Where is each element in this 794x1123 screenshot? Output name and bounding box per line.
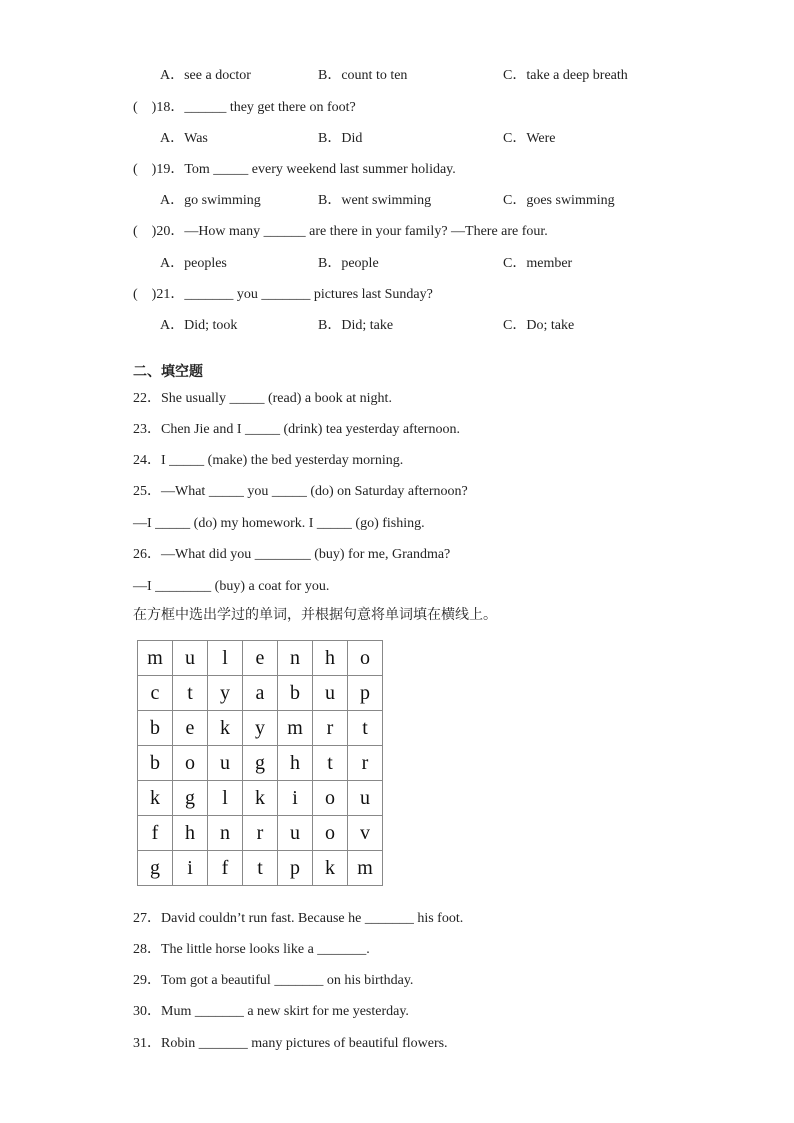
grid-cell: t xyxy=(348,711,383,746)
grid-cell: r xyxy=(243,816,278,851)
grid-cell: g xyxy=(243,746,278,781)
grid-row xyxy=(138,641,383,676)
fill-item-28: 28．The little horse looks like a _______. xyxy=(133,942,370,957)
grid-cell: f xyxy=(208,851,243,886)
grid-cell: k xyxy=(243,781,278,816)
grid-row xyxy=(138,851,383,886)
q18-option-b: B．Did xyxy=(318,131,363,146)
q18-option-c: C．Were xyxy=(503,131,556,146)
q19-option-a: A．go swimming xyxy=(160,193,261,208)
fill-item-31: 31．Robin _______ many pictures of beautiful flowers. xyxy=(133,1036,448,1051)
grid-cell: b xyxy=(138,746,173,781)
word-search-grid xyxy=(137,640,383,886)
fill-item-29: 29．Tom got a beautiful _______ on his birthday. xyxy=(133,973,414,988)
grid-cell: y xyxy=(243,711,278,746)
q18-option-a: A．Was xyxy=(160,131,208,146)
grid-cell: u xyxy=(208,746,243,781)
q20-option-b: B．people xyxy=(318,256,379,271)
grid-cell: u xyxy=(173,641,208,676)
grid-cell: c xyxy=(138,676,173,711)
grid-cell: f xyxy=(138,816,173,851)
grid-cell: t xyxy=(243,851,278,886)
grid-cell: m xyxy=(138,641,173,676)
q17-option-b: B．count to ten xyxy=(318,68,408,83)
section-heading: 二、填空题 xyxy=(133,364,203,380)
grid-cell: l xyxy=(208,781,243,816)
grid-cell: t xyxy=(313,746,348,781)
q20-stem: ( )20．—How many ______ are there in your family? —There are four. xyxy=(133,224,548,239)
grid-cell: p xyxy=(278,851,313,886)
grid-cell: u xyxy=(313,676,348,711)
grid-cell: h xyxy=(278,746,313,781)
q21-option-b: B．Did; take xyxy=(318,318,394,333)
q18-stem: ( )18．______ they get there on foot? xyxy=(133,100,356,115)
grid-row xyxy=(138,746,383,781)
q20-option-a: A．peoples xyxy=(160,256,227,271)
grid-cell: v xyxy=(348,816,383,851)
grid-cell: o xyxy=(313,816,348,851)
fill-item-27: 27．David couldn’t run fast. Because he _______ his foot. xyxy=(133,911,464,926)
grid-cell: i xyxy=(173,851,208,886)
grid-cell: g xyxy=(173,781,208,816)
grid-cell: o xyxy=(173,746,208,781)
grid-cell: m xyxy=(278,711,313,746)
q21-stem: ( )21．_______ you _______ pictures last Sunday? xyxy=(133,287,433,302)
grid-cell: k xyxy=(208,711,243,746)
q21-option-a: A．Did; took xyxy=(160,318,238,333)
grid-cell: u xyxy=(348,781,383,816)
q17-option-c: C．take a deep breath xyxy=(503,68,628,83)
grid-cell: e xyxy=(173,711,208,746)
grid-cell: m xyxy=(348,851,383,886)
grid-cell: o xyxy=(313,781,348,816)
grid-row xyxy=(138,711,383,746)
fill-item-25-answer: —I _____ (do) my homework. I _____ (go) fishing. xyxy=(133,516,425,531)
grid-cell: b xyxy=(278,676,313,711)
grid-cell: h xyxy=(313,641,348,676)
q20-option-c: C．member xyxy=(503,256,573,271)
grid-cell: n xyxy=(278,641,313,676)
grid-cell: e xyxy=(243,641,278,676)
grid-cell: b xyxy=(138,711,173,746)
fill-item-25: 25．—What _____ you _____ (do) on Saturday afternoon? xyxy=(133,484,468,499)
grid-cell: a xyxy=(243,676,278,711)
grid-cell: r xyxy=(348,746,383,781)
fill-item-22: 22．She usually _____ (read) a book at night. xyxy=(133,391,392,406)
fill-item-26-answer: —I ________ (buy) a coat for you. xyxy=(133,579,330,594)
grid-cell: g xyxy=(138,851,173,886)
q19-option-b: B．went swimming xyxy=(318,193,432,208)
grid-row xyxy=(138,816,383,851)
grid-row xyxy=(138,781,383,816)
grid-cell: k xyxy=(313,851,348,886)
q19-stem: ( )19．Tom _____ every weekend last summer holiday. xyxy=(133,162,456,177)
word-search-instruction: 在方框中选出学过的单词，并根据句意将单词填在横线上。 xyxy=(133,607,497,623)
grid-cell: h xyxy=(173,816,208,851)
grid-cell: l xyxy=(208,641,243,676)
grid-cell: y xyxy=(208,676,243,711)
fill-item-30: 30．Mum _______ a new skirt for me yesterday. xyxy=(133,1004,409,1019)
grid-cell: t xyxy=(173,676,208,711)
fill-item-23: 23．Chen Jie and I _____ (drink) tea yesterday afternoon. xyxy=(133,422,460,437)
grid-cell: k xyxy=(138,781,173,816)
grid-cell: o xyxy=(348,641,383,676)
q17-option-a: A．see a doctor xyxy=(160,68,251,83)
q21-option-c: C．Do; take xyxy=(503,318,575,333)
fill-item-24: 24．I _____ (make) the bed yesterday morning. xyxy=(133,453,404,468)
grid-cell: u xyxy=(278,816,313,851)
q19-option-c: C．goes swimming xyxy=(503,193,615,208)
grid-cell: n xyxy=(208,816,243,851)
grid-cell: p xyxy=(348,676,383,711)
grid-row xyxy=(138,676,383,711)
grid-cell: i xyxy=(278,781,313,816)
fill-item-26: 26．—What did you ________ (buy) for me, Grandma? xyxy=(133,547,451,562)
grid-cell: r xyxy=(313,711,348,746)
